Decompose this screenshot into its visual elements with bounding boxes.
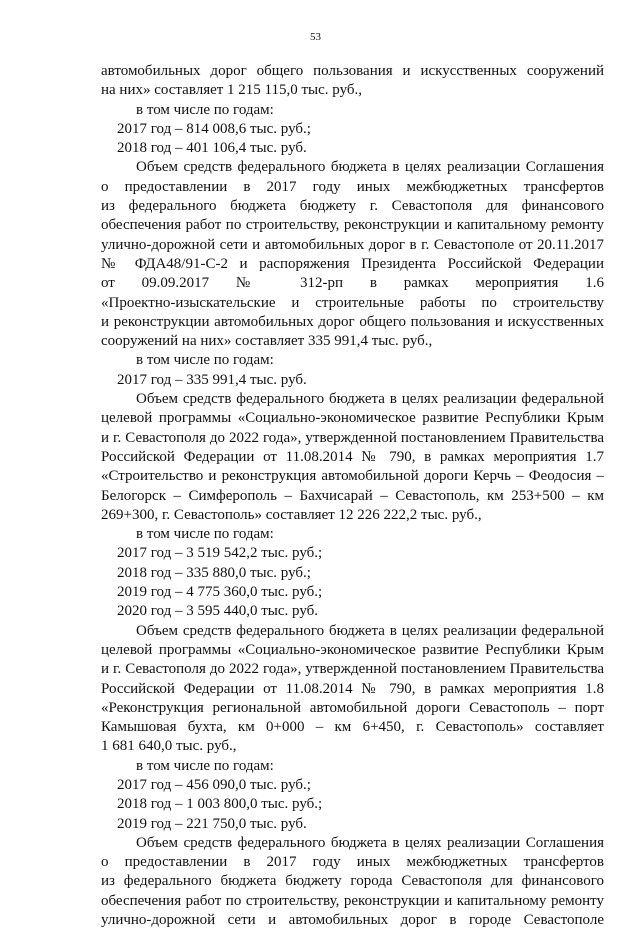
text-line: в том числе по годам: (136, 352, 274, 369)
text-line: Российской Федерации от 11.08.2014 № 790, в рамках мероприятия 1.7 (101, 448, 604, 465)
text-line: «Строительство и реконструкция автомобильной дороги Керчь – Феодосия – (101, 468, 604, 485)
text-line: о предоставлении в 2017 году иных межбюджетных трансфертов (101, 854, 604, 871)
text-line: Объем средств федерального бюджета в целях реализации федеральной (136, 622, 604, 639)
text-line: Камышовая бухта, км 0+000 – км 6+450, г. Севастополь» составляет (101, 719, 604, 736)
text-line: Российской Федерации от 11.08.2014 № 790, в рамках мероприятия 1.8 (101, 680, 604, 697)
text-line: «Проектно-изыскательские и строительные работы по строительству (101, 294, 604, 311)
text-line: обеспечения работ по строительству, реконструкции и капитальному ремонту (101, 217, 604, 234)
text-line: 2019 год – 221 750,0 тыс. руб. (117, 815, 307, 832)
text-line: Белогорск – Симферополь – Бахчисарай – Севастополь, км 253+500 – км (101, 487, 604, 504)
text-line: 2017 год – 814 008,6 тыс. руб.; (117, 120, 311, 137)
text-line: сооружений на них» составляет 335 991,4 тыс. руб., (101, 333, 433, 350)
text-line: Объем средств федерального бюджета в целях реализации федеральной (136, 391, 604, 408)
text-line: 2019 год – 4 775 360,0 тыс. руб.; (117, 584, 323, 601)
text-line: 2017 год – 3 519 542,2 тыс. руб.; (117, 545, 323, 562)
text-line: «Реконструкция региональной автомобильной дороги Севастополь – порт (101, 699, 604, 716)
text-line: в том числе по годам: (136, 526, 274, 543)
text-line: и г. Севастополя до 2022 года», утвержденной постановлением Правительства (101, 661, 604, 678)
text-line: 2017 год – 456 090,0 тыс. руб.; (117, 776, 311, 793)
text-line: 1 681 640,0 тыс. руб., (101, 738, 237, 755)
text-line: на них» составляет 1 215 115,0 тыс. руб., (101, 82, 363, 99)
text-line: в том числе по годам: (136, 101, 274, 118)
text-line: 2018 год – 335 880,0 тыс. руб.; (117, 564, 311, 581)
text-line: от 09.09.2017 № 312-рп в рамках мероприятия 1.6 (101, 275, 604, 292)
text-line: целевой программы «Социально-экономическое развитие Республики Крым (101, 641, 604, 658)
text-line: № ФДА48/91-С-2 и распоряжения Президента Российской Федерации (101, 255, 604, 272)
text-line: из федерального бюджета бюджету города Севастополя для финансового (101, 873, 604, 890)
text-line: Объем средств федерального бюджета в целях реализации Соглашения (136, 834, 604, 851)
text-line: целевой программы «Социально-экономическое развитие Республики Крым (101, 410, 604, 427)
text-line: 2018 год – 1 003 800,0 тыс. руб.; (117, 796, 323, 813)
page-number: 53 (310, 31, 321, 43)
text-line: 2017 год – 335 991,4 тыс. руб. (117, 371, 307, 388)
text-line: 2018 год – 401 106,4 тыс. руб. (117, 140, 307, 157)
document-body (101, 62, 604, 930)
text-line: в том числе по годам: (136, 757, 274, 774)
text-line: улично-дорожной сети и автомобильных дорог в г. Севастополе от 20.11.2017 (101, 236, 604, 253)
text-line: о предоставлении в 2017 году иных межбюджетных трансфертов (101, 178, 604, 195)
text-line: Объем средств федерального бюджета в целях реализации Соглашения (136, 159, 604, 176)
text-line: и реконструкции автомобильных дорог общего пользования и искусственных (101, 313, 604, 330)
text-line: 269+300, г. Севастополь» составляет 12 226 222,2 тыс. руб., (101, 506, 482, 523)
text-line: автомобильных дорог общего пользования и искусственных сооружений (101, 63, 604, 79)
text-line: улично-дорожной сети и автомобильных дорог в городе Севастополе (101, 912, 604, 929)
text-line: и г. Севастополя до 2022 года», утвержденной постановлением Правительства (101, 429, 604, 446)
text-line: из федерального бюджета бюджету г. Севастополя для финансового (101, 198, 604, 215)
text-line: 2020 год – 3 595 440,0 тыс. руб. (117, 603, 319, 620)
text-line: обеспечения работ по строительству, реконструкции и капитальному ремонту (101, 892, 604, 909)
